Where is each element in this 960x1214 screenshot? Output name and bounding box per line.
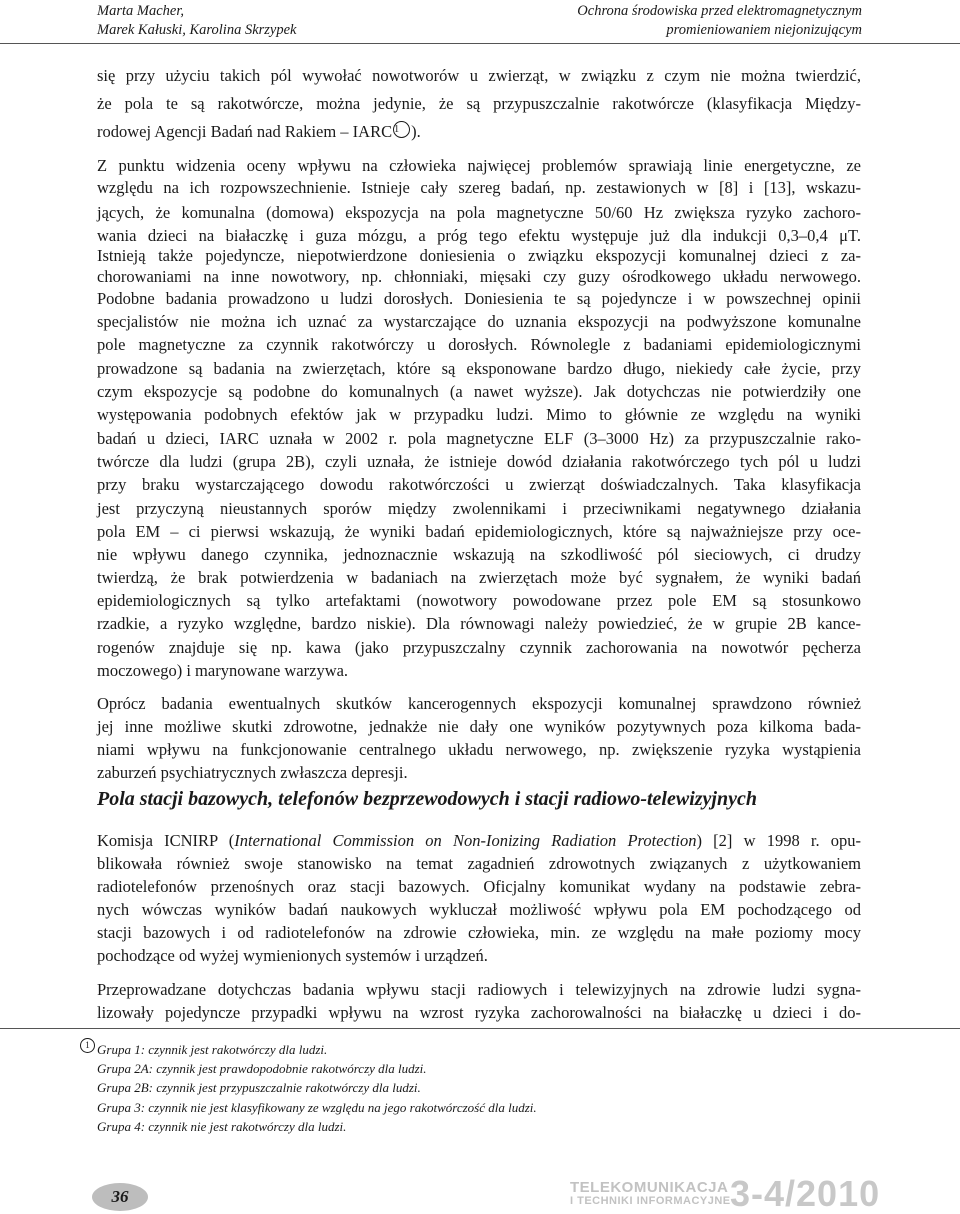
header-divider xyxy=(0,43,960,44)
text-line: nie wpływu danego czynnika, jednoznacznie wskazują na szkodliwość pól sieciowych, ci drudzy xyxy=(97,545,861,564)
text-line: niami wpływu na funkcjonowanie centralnego układu nerwowego, np. zwiększenie ryzyka wystąpienia xyxy=(97,740,861,759)
text-line: chorowaniami na inne nowotwory, np. chłonniaki, mięsaki czy guzy ośrodkowego układu nerwowego. xyxy=(97,267,861,286)
journal-name-line-2: I TECHNIKI INFORMACYJNE xyxy=(570,1195,731,1207)
text-line: pola EM – ci pierwsi wskazują, że wyniki badań epidemiologicznych, które są najważniejsze przy oce- xyxy=(97,522,861,541)
header-authors-line-2: Marek Kałuski, Karolina Skrzypek xyxy=(97,22,297,38)
text-fragment: ) [2] w 1998 r. opu- xyxy=(696,831,861,850)
text-line: występowania podobnych efektów jak w przypadku ludzi. Mimo to głównie ze względu na wyniki xyxy=(97,405,861,424)
footnote-divider xyxy=(0,1028,960,1029)
text-line: jest przyczyną nieustannych sporów między zwolennikami i przeciwnikami negatywnego działania xyxy=(97,499,861,518)
footnote-reference-marker[interactable]: 1 xyxy=(393,121,410,138)
text-line: jej inne możliwe skutki zdrowotne, jednakże nie dały one wyników pozytywnych poza kilkoma bada- xyxy=(97,717,861,736)
running-header-authors xyxy=(97,2,296,40)
footnote-line: Grupa 4: czynnik nie jest rakotwórczy dla ludzi. xyxy=(97,1119,347,1134)
header-authors-line-1: Marta Macher, xyxy=(97,3,184,19)
text-line: pochodzące od wyżej wymienionych systemów i urządzeń. xyxy=(97,946,488,965)
running-header-title xyxy=(577,2,862,40)
page-number: 36 xyxy=(92,1183,148,1211)
footnote-line: Grupa 1: czynnik jest rakotwórczy dla ludzi. xyxy=(97,1042,328,1057)
text-line: twórcze dla ludzi (grupa 2B), czyli uznała, że istnieje dowód działania rakotwórczego tych pól u ludzi xyxy=(97,452,861,471)
text-line: radiotelefonów przenośnych oraz stacji bazowych. Oficjalny komunikat wydany na podstawie zebra- xyxy=(97,877,861,896)
text-line: pole magnetyczne za czynnik rakotwórczy u dorosłych. Równolegle z badaniami epidemiologicznymi xyxy=(97,335,861,354)
text-line: jących, że komunalna (domowa) ekspozycja na pola magnetyczne 50/60 Hz zwiększa ryzyko zachoro- xyxy=(97,203,861,222)
section-heading: Pola stacji bazowych, telefonów bezprzewodowych i stacji radiowo-telewizyjnych xyxy=(97,788,757,810)
footnote-line: Grupa 3: czynnik nie jest klasyfikowany ze względu na jego rakotwórczość dla ludzi. xyxy=(97,1100,537,1115)
text-line: lizowały pojedyncze przypadki wpływu na wzrost ryzyka zachorowalności na białaczkę u dzieci i do- xyxy=(97,1003,861,1022)
text-line: względu na ich rozpowszechnienie. Istnieje cały szereg badań, np. zestawionych w [8] i [13], wskazu- xyxy=(97,178,861,197)
header-title-line-2: promieniowaniem niejonizującym xyxy=(666,22,862,38)
text-line xyxy=(97,121,861,143)
journal-name xyxy=(570,1180,731,1208)
text-line: twierdzą, że brak potwierdzenia w badaniach na zwierzętach może być sygnałem, że wyniki badań xyxy=(97,568,861,587)
text-line: Przeprowadzane dotychczas badania wpływu stacji radiowych i telewizyjnych na zdrowie ludzi sygna- xyxy=(97,980,861,999)
text-line xyxy=(97,830,861,852)
text-line: specjalistów nie można ich uznać za wystarczające do uznania ekspozycji na podwyższone komunalne xyxy=(97,312,861,331)
text-line: czym ekspozycje są podobne do komunalnych (a nawet wyższe). Jak dotychczas nie potwierdziły one xyxy=(97,382,861,401)
text-line: moczowego) i marynowane warzywa. xyxy=(97,661,349,680)
text-fragment: rodowej Agencji Badań nad Rakiem – IARC xyxy=(97,122,393,141)
issue-number: 3-4/2010 xyxy=(730,1173,881,1214)
text-line: Istnieją także pojedyncze, niepotwierdzone doniesienia o związku ekspozycji komunalnej dzieci z za- xyxy=(97,246,861,265)
text-line: rzadkie, a ryzyko względne, bardzo niskie). Dla równowagi należy powiedzieć, że w grupie 2B kance- xyxy=(97,614,861,633)
footnote-marker: 1 xyxy=(80,1038,95,1053)
text-line: rogenów znajduje się np. kawa (jako przypuszczalny czynnik zachorowania na nowotwór pęcherza xyxy=(97,638,861,657)
journal-name-line-1: TELEKOMUNIKACJA xyxy=(570,1179,729,1196)
footnote-line: Grupa 2B: czynnik jest przypuszczalnie rakotwórczy dla ludzi. xyxy=(97,1080,421,1095)
text-fragment: ). xyxy=(411,122,421,141)
header-title-line-1: Ochrona środowiska przed elektromagnetycznym xyxy=(577,3,862,19)
text-line: przy braku wystarczającego dowodu rakotwórczości u zwierząt doświadczalnych. Taka klasyfikacja xyxy=(97,475,861,494)
text-line: blikowała również swoje stanowisko na temat zagadnień zdrowotnych związanych z użytkowaniem xyxy=(97,854,861,873)
text-line: Podobne badania prowadzono u ludzi dorosłych. Doniesienia te są pojedyncze i w powszechnej opinii xyxy=(97,289,861,308)
text-line: się przy użyciu takich pól wywołać nowotworów u zwierząt, w związku z czym nie można twierdzić, xyxy=(97,66,861,85)
text-fragment-italic: International Commission on Non-Ionizing Radiation Protection xyxy=(234,831,697,850)
text-fragment: Komisja ICNIRP ( xyxy=(97,831,235,850)
footnote-line: Grupa 2A: czynnik jest prawdopodobnie rakotwórczy dla ludzi. xyxy=(97,1061,427,1076)
text-line: prowadzone są badania na zwierzętach, które są eksponowane bardzo długo, niekiedy całe życie, przy xyxy=(97,359,861,378)
text-line: że pola te są rakotwórcze, można jedynie, że są przypuszczalnie rakotwórcze (klasyfikacja Między- xyxy=(97,94,861,113)
text-line: wania dzieci na białaczkę i guza mózgu, a próg tego efektu występuje już dla indukcji 0,3–0,4 μT. xyxy=(97,226,861,245)
text-line: badań u dzieci, IARC uznała w 2002 r. pola magnetyczne ELF (3–3000 Hz) za przypuszczalnie rako- xyxy=(97,429,861,448)
text-line: stacji bazowych i od radiotelefonów na zdrowie człowieka, min. ze względu na małe poziomy mocy xyxy=(97,923,861,942)
text-line: Z punktu widzenia oceny wpływu na człowieka najwięcej problemów sprawiają linie energetyczne, ze xyxy=(97,156,861,175)
text-line: epidemiologicznych są tylko artefaktami (nowotwory powodowane przez pole EM są stosunkowo xyxy=(97,591,861,610)
text-line: Oprócz badania ewentualnych skutków kancerogennych ekspozycji komunalnej sprawdzono również xyxy=(97,694,861,713)
text-line: nych wówczas wyników badań naukowych wykluczał możliwość wpływu pola EM pochodzącego od xyxy=(97,900,861,919)
text-line: zaburzeń psychiatrycznych zwłaszcza depresji. xyxy=(97,763,408,782)
